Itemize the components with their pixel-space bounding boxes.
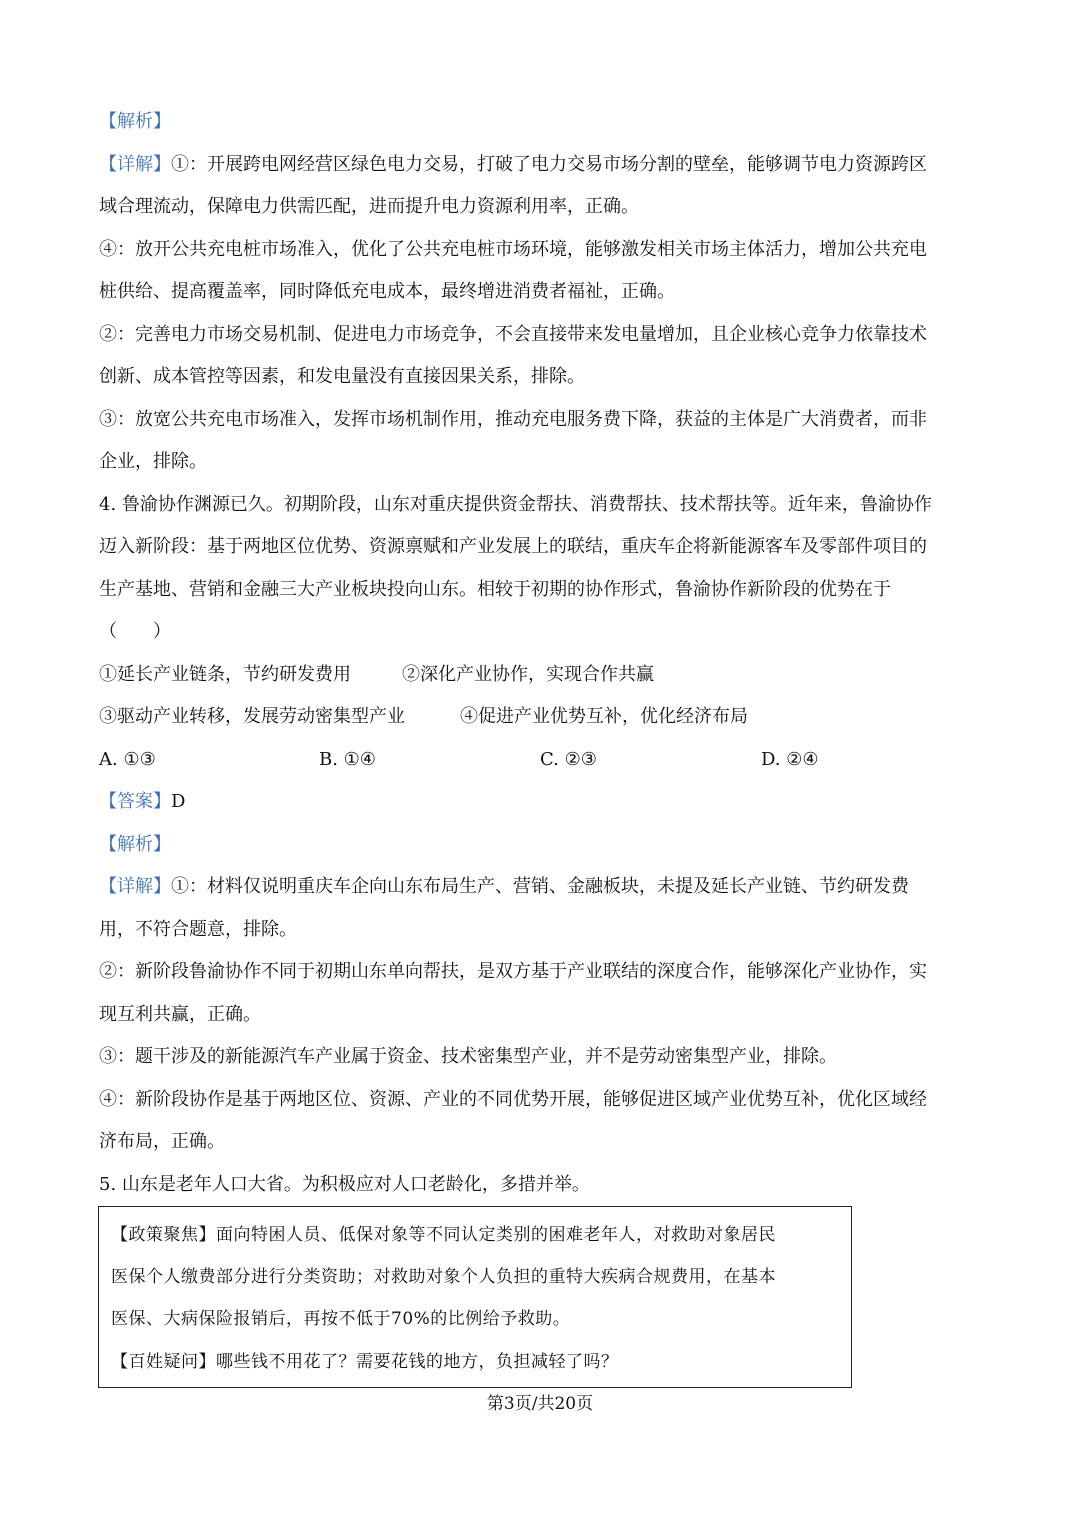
q3-detail-line-6: 创新、成本管控等因素，和发电量没有直接因果关系，排除。 xyxy=(99,366,585,387)
q4-detail-line-1 xyxy=(99,875,989,899)
q4-option-b: B. ①④ xyxy=(319,749,376,770)
q3-detail-line-1 xyxy=(99,153,989,177)
q4-statement-4: ④促进产业优势互补，优化经济布局 xyxy=(460,706,748,727)
analysis-label: 【解析】 xyxy=(99,111,171,132)
q3-detail-line-7: ③：放宽公共充电市场准入，发挥市场机制作用，推动充电服务费下降，获益的主体是广大消费者，而非 xyxy=(99,409,927,430)
q4-statement-2: ②深化产业协作，实现合作共赢 xyxy=(402,664,654,685)
policy-box xyxy=(98,1206,852,1388)
policy-line-2: 医保个人缴费部分进行分类资助；对救助对象个人负担的重特大疾病合规费用，在基本 xyxy=(111,1267,776,1287)
policy-focus-label: 【政策聚焦】 xyxy=(111,1225,216,1245)
q4-option-a: A. ①③ xyxy=(99,749,156,770)
page-number: 第3页/共20页 xyxy=(486,1394,594,1414)
q3-detail-line-4: 桩供给、提高覆盖率，同时降低充电成本，最终增进消费者福祉，正确。 xyxy=(99,281,675,302)
policy-line-4 xyxy=(111,1350,619,1374)
q4-statement-1: ①延长产业链条，节约研发费用 xyxy=(99,664,351,685)
policy-text-1: 面向特困人员、低保对象等不同认定类别的困难老年人，对救助对象居民 xyxy=(216,1225,776,1245)
q4-answer-line xyxy=(99,790,989,814)
q3-detail-line-8: 企业，排除。 xyxy=(99,451,207,472)
policy-line-1 xyxy=(111,1223,776,1247)
analysis-tag xyxy=(99,110,989,134)
analysis-label: 【解析】 xyxy=(99,834,171,855)
q4-detail-line-3: ②：新阶段鲁渝协作不同于初期山东单向帮扶，是双方基于产业联结的深度合作，能够深化产业协作，实 xyxy=(99,961,927,982)
q4-answer-blank: （ ） xyxy=(99,621,171,642)
public-question-label: 【百姓疑问】 xyxy=(111,1352,216,1372)
detail-label: 【详解】 xyxy=(99,876,171,897)
detail-label: 【详解】 xyxy=(99,154,171,175)
q4-detail-line-5: ③：题干涉及的新能源汽车产业属于资金、技术密集型产业，并不是劳动密集型产业，排除。 xyxy=(99,1046,837,1067)
answer-label: 【答案】 xyxy=(99,791,171,812)
q4-detail-line-2: 用，不符合题意，排除。 xyxy=(99,919,297,940)
q3-detail-line-2: 域合理流动，保障电力供需匹配，进而提升电力资源利用率，正确。 xyxy=(99,196,639,217)
q4-detail-line-4: 现互利共赢，正确。 xyxy=(99,1004,261,1025)
q4-detail-line-7: 济布局，正确。 xyxy=(99,1131,225,1152)
q4-statement-3: ③驱动产业转移，发展劳动密集型产业 xyxy=(99,706,405,727)
q5-stem: 5. 山东是老年人口大省。为积极应对人口老龄化，多措并举。 xyxy=(99,1174,590,1195)
q4-stem-line-1: 4. 鲁渝协作渊源已久。初期阶段，山东对重庆提供资金帮扶、消费帮扶、技术帮扶等。近年来，鲁渝协作 xyxy=(99,494,932,515)
q4-analysis-tag xyxy=(99,833,989,857)
q3-detail-line-5: ②：完善电力市场交易机制、促进电力市场竞争，不会直接带来发电量增加，且企业核心竞争力依靠技术 xyxy=(99,324,927,345)
q3-explanation-1a: ①：开展跨电网经营区绿色电力交易，打破了电力交易市场分割的壁垒，能够调节电力资源跨区 xyxy=(171,154,927,175)
policy-line-3: 医保、大病保险报销后，再按不低于70%的比例给予救助。 xyxy=(111,1309,571,1329)
q4-explanation-1a: ①：材料仅说明重庆车企向山东布局生产、营销、金融板块，未提及延长产业链、节约研发费 xyxy=(171,876,909,897)
q4-stem-line-2: 迈入新阶段：基于两地区位优势、资源禀赋和产业发展上的联结，重庆车企将新能源客车及零部件项目的 xyxy=(99,536,927,557)
q4-option-d: D. ②④ xyxy=(761,749,819,770)
q4-answer-value: D xyxy=(171,791,186,812)
q4-option-c: C. ②③ xyxy=(540,749,597,770)
q4-detail-line-6: ④：新阶段协作是基于两地区位、资源、产业的不同优势开展，能够促进区域产业优势互补，优化区域经 xyxy=(99,1089,927,1110)
q4-stem-line-3: 生产基地、营销和金融三大产业板块投向山东。相较于初期的协作形式，鲁渝协作新阶段的优势在于 xyxy=(99,579,891,600)
public-question-text: 哪些钱不用花了？需要花钱的地方，负担减轻了吗？ xyxy=(216,1352,619,1372)
q3-detail-line-3: ④：放开公共充电桩市场准入，优化了公共充电桩市场环境，能够激发相关市场主体活力，增加公共充电 xyxy=(99,239,927,260)
